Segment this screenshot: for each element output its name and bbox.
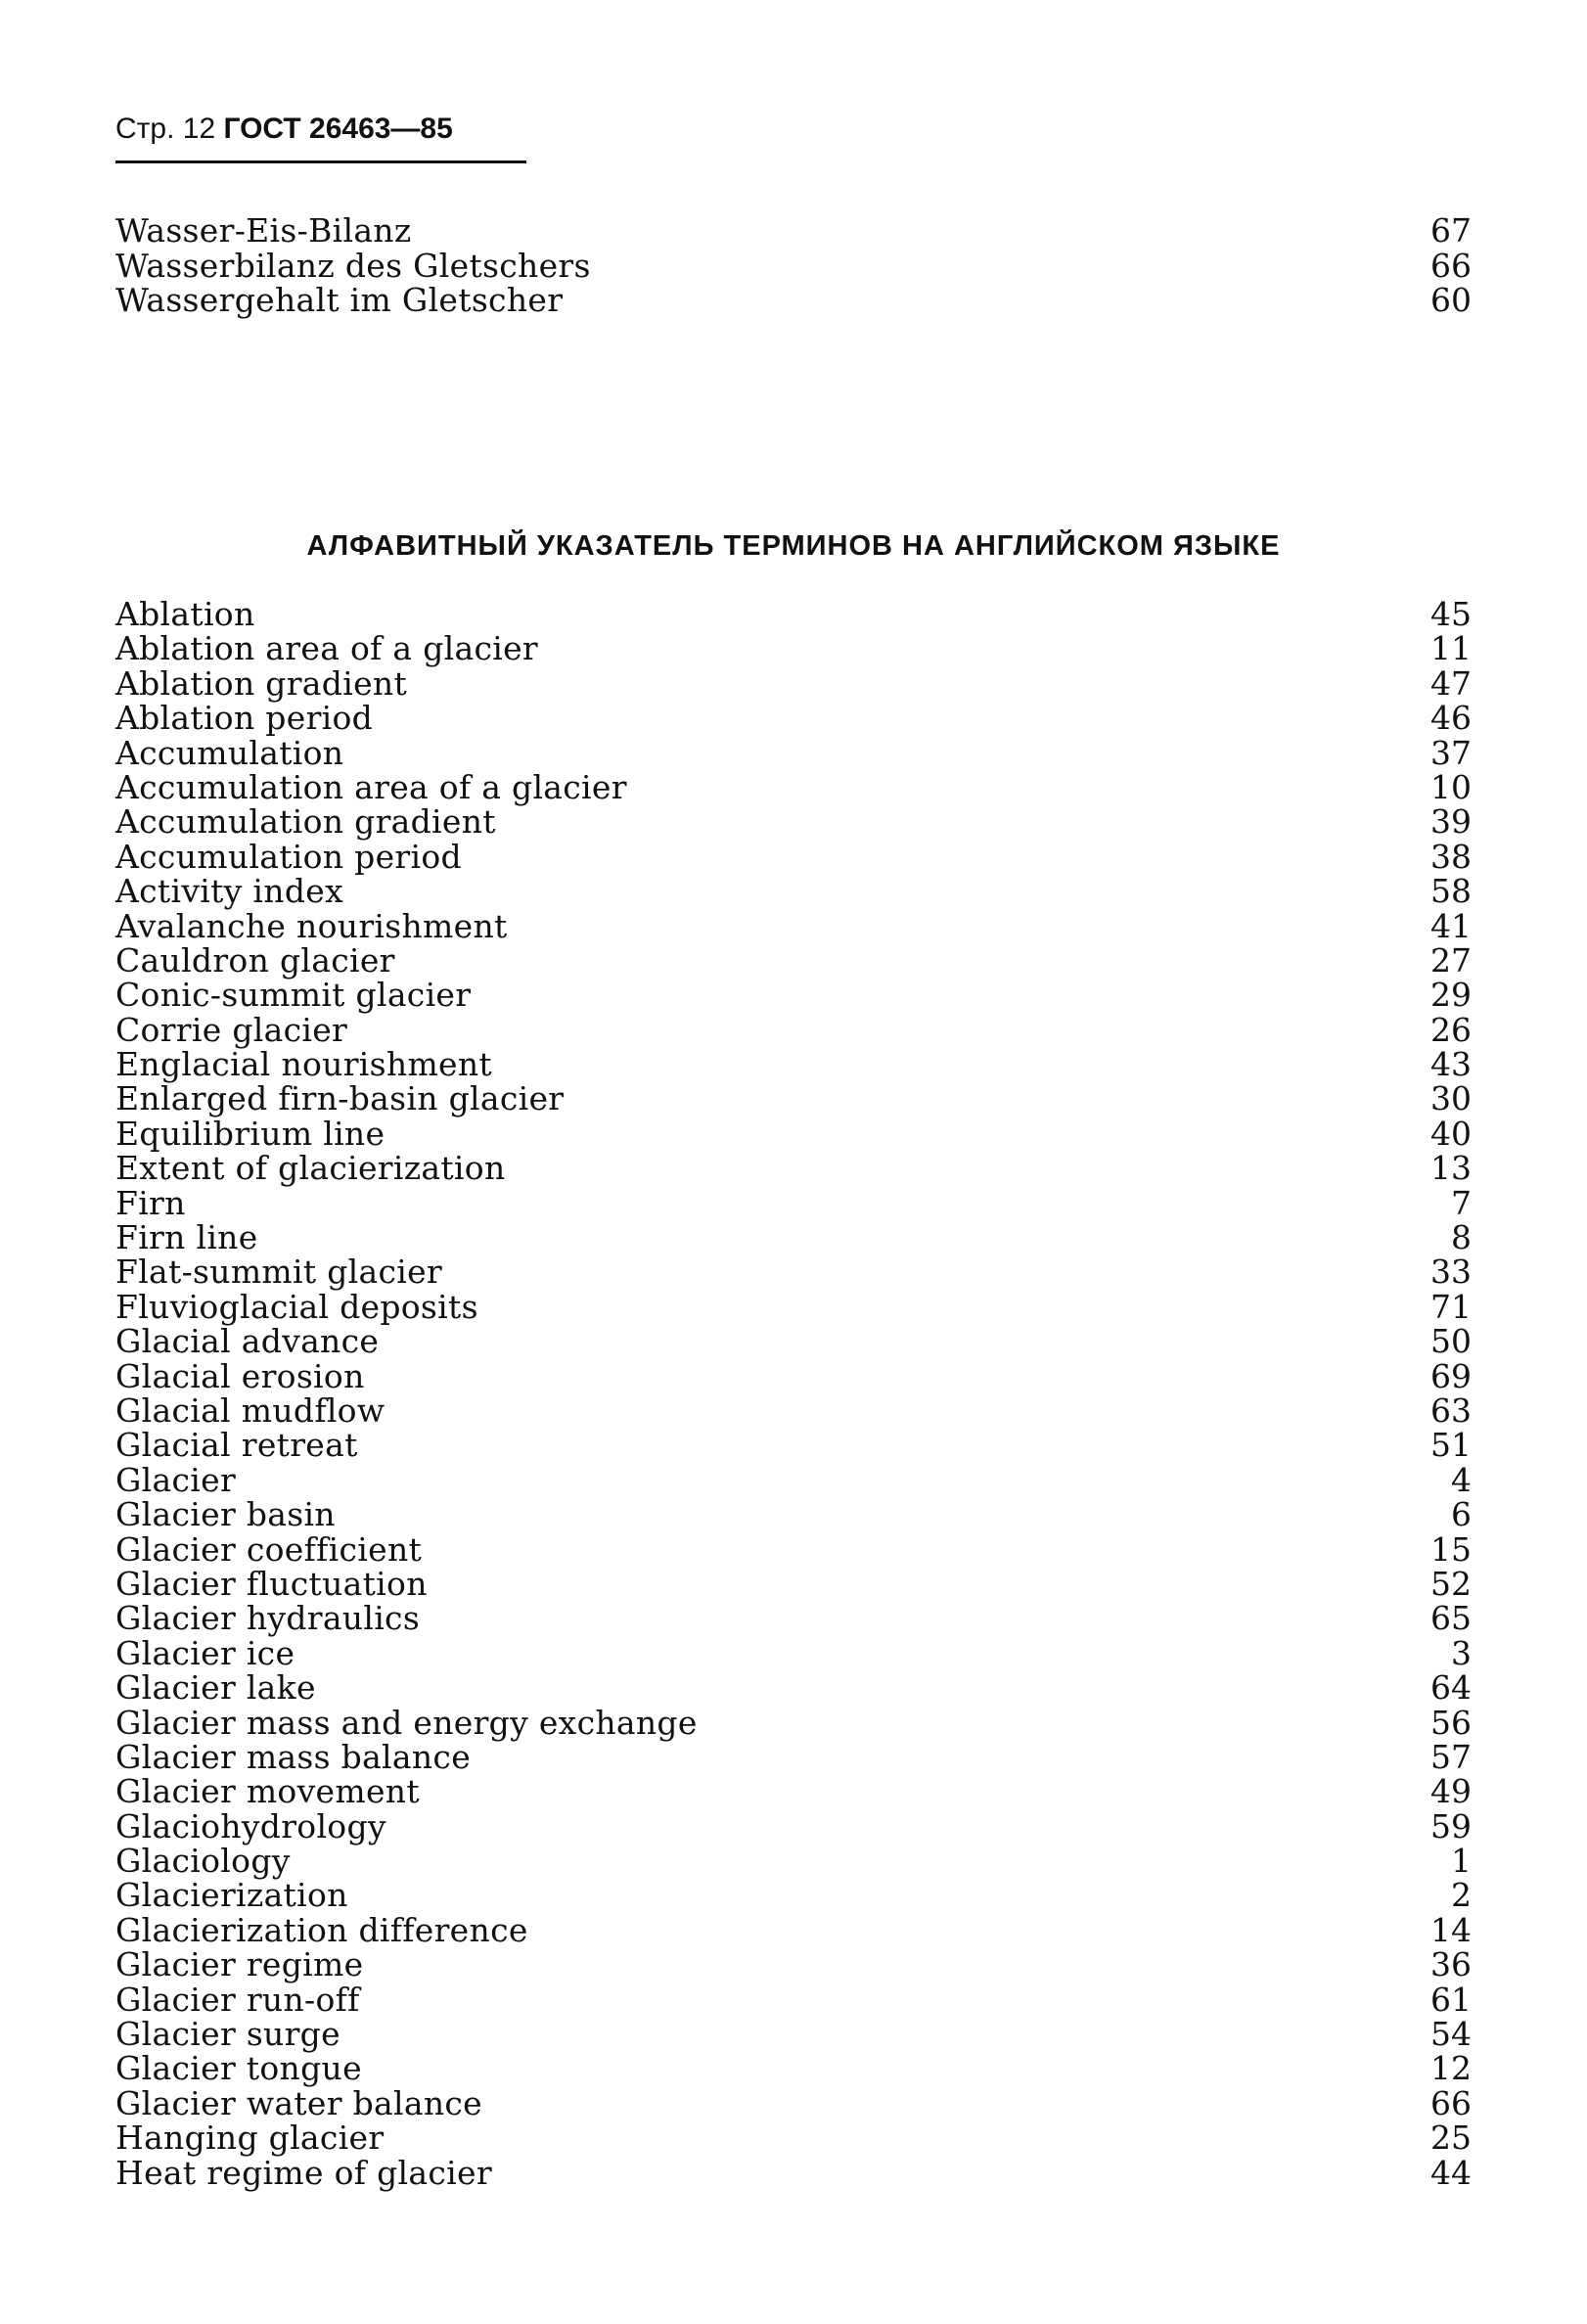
index-term: Wasserbilanz des Gletschers xyxy=(115,246,591,285)
index-number: 49 xyxy=(1430,1772,1472,1811)
index-term: Conic-summit glacier xyxy=(115,976,472,1015)
index-number: 12 xyxy=(1430,2049,1472,2088)
index-term: Accumulation period xyxy=(115,837,462,876)
index-term: Glacier regime xyxy=(115,1945,364,1984)
index-entry xyxy=(115,1287,1472,1326)
index-number: 25 xyxy=(1430,2119,1472,2158)
index-term: Glacier tongue xyxy=(115,2049,362,2088)
index-entry xyxy=(115,283,1472,318)
index-term: Heat regime of glacier xyxy=(115,2153,492,2192)
index-term: Fluvioglacial deposits xyxy=(115,1287,478,1326)
index-term: Glaciohydrology xyxy=(115,1806,386,1846)
index-term: Avalanche nourishment xyxy=(115,906,508,945)
index-term: Flat-summit glacier xyxy=(115,1253,443,1292)
index-number: 69 xyxy=(1430,1356,1472,1395)
index-term: Glacier coefficient xyxy=(115,1529,423,1569)
index-term: Ablation period xyxy=(115,699,374,738)
index-number: 13 xyxy=(1430,1149,1472,1188)
index-term: Glacier hydraulics xyxy=(115,1599,421,1638)
index-entry xyxy=(115,699,1472,738)
index-term: Wasser-Eis-Bilanz xyxy=(115,211,412,250)
document-id: ГОСТ 26463—85 xyxy=(223,113,453,145)
index-entry xyxy=(115,1772,1472,1811)
index-entry xyxy=(115,1010,1472,1049)
index-term: Glacier mass balance xyxy=(115,1737,472,1776)
index-entry xyxy=(115,1081,1472,1116)
index-number: 52 xyxy=(1430,1564,1472,1603)
index-entry xyxy=(115,906,1472,945)
index-number: 7 xyxy=(1451,1183,1472,1222)
index-number: 11 xyxy=(1430,629,1472,668)
index-entry xyxy=(115,767,1472,806)
index-number: 14 xyxy=(1430,1910,1472,1949)
index-number: 71 xyxy=(1430,1287,1472,1326)
index-number: 61 xyxy=(1430,1980,1472,2019)
index-term: Glacier basin xyxy=(115,1495,336,1534)
index-term: Ablation xyxy=(115,595,255,633)
index-number: 63 xyxy=(1430,1390,1472,1430)
index-term: Equilibrium line xyxy=(115,1114,385,1153)
index-entry xyxy=(115,1947,1472,1982)
index-number: 1 xyxy=(1451,1842,1472,1881)
page-header xyxy=(115,110,526,163)
index-entry xyxy=(115,1116,1472,1151)
index-entry xyxy=(115,1183,1472,1222)
index-entry xyxy=(115,1737,1472,1776)
index-term: Firn xyxy=(115,1183,186,1222)
index-number: 44 xyxy=(1430,2153,1472,2192)
index-number: 51 xyxy=(1430,1426,1472,1465)
index-number: 56 xyxy=(1430,1703,1472,1742)
index-number: 41 xyxy=(1430,906,1472,945)
index-term: Accumulation area of a glacier xyxy=(115,767,627,806)
index-term: Cauldron glacier xyxy=(115,940,395,980)
index-entry xyxy=(115,1149,1472,1188)
index-term: Glacier ice xyxy=(115,1633,295,1672)
index-number: 15 xyxy=(1430,1529,1472,1569)
index-entry xyxy=(115,1460,1472,1499)
index-number: 3 xyxy=(1451,1633,1472,1672)
index-number: 29 xyxy=(1430,976,1472,1015)
english-index-list xyxy=(115,597,1472,2190)
index-entry xyxy=(115,246,1472,285)
index-number: 6 xyxy=(1451,1495,1472,1534)
index-entry xyxy=(115,663,1472,703)
index-entry xyxy=(115,2015,1472,2054)
index-entry xyxy=(115,629,1472,668)
index-entry xyxy=(115,2083,1472,2122)
index-number: 65 xyxy=(1430,1599,1472,1638)
index-term: Glaciology xyxy=(115,1842,291,1881)
index-entry xyxy=(115,1982,1472,2017)
index-number: 66 xyxy=(1430,246,1472,285)
index-term: Glacial retreat xyxy=(115,1426,358,1465)
index-term: Corrie glacier xyxy=(115,1010,348,1049)
index-term: Ablation gradient xyxy=(115,663,408,703)
index-number: 30 xyxy=(1430,1079,1472,1118)
index-entry xyxy=(115,1599,1472,1638)
index-number: 45 xyxy=(1430,595,1472,633)
index-number: 26 xyxy=(1430,1010,1472,1049)
index-term: Glacier movement xyxy=(115,1772,420,1811)
index-entry xyxy=(115,837,1472,876)
index-entry xyxy=(115,2153,1472,2192)
index-number: 37 xyxy=(1430,733,1472,772)
index-entry xyxy=(115,597,1472,631)
index-term: Hanging glacier xyxy=(115,2119,385,2158)
index-term: Wassergehalt im Gletscher xyxy=(115,281,564,319)
index-term: Glacier surge xyxy=(115,2015,340,2054)
index-term: Activity index xyxy=(115,872,343,911)
index-entry xyxy=(115,1910,1472,1949)
index-entry xyxy=(115,976,1472,1015)
index-number: 4 xyxy=(1451,1460,1472,1499)
index-number: 40 xyxy=(1430,1114,1472,1153)
index-entry xyxy=(115,1426,1472,1465)
index-term: Ablation area of a glacier xyxy=(115,629,538,668)
index-entry xyxy=(115,2119,1472,2158)
index-term: Glacier water balance xyxy=(115,2083,482,2122)
index-entry xyxy=(115,1876,1472,1915)
index-entry xyxy=(115,1564,1472,1603)
index-entry xyxy=(115,940,1472,980)
section-title: АЛФАВИТНЫЙ УКАЗАТЕЛЬ ТЕРМИНОВ НА АНГЛИЙСКОМ ЯЗЫКЕ xyxy=(306,530,1281,562)
index-number: 59 xyxy=(1430,1806,1472,1846)
index-number: 67 xyxy=(1430,211,1472,250)
index-entry xyxy=(115,1253,1472,1292)
index-entry xyxy=(115,1322,1472,1361)
index-entry xyxy=(115,1703,1472,1742)
index-entry xyxy=(115,733,1472,772)
index-term: Glacier lake xyxy=(115,1668,316,1708)
index-entry xyxy=(115,213,1472,249)
index-term: Extent of glacierization xyxy=(115,1149,506,1188)
index-entry xyxy=(115,802,1472,842)
index-number: 46 xyxy=(1430,699,1472,738)
index-term: Glacierization difference xyxy=(115,1910,528,1949)
index-entry xyxy=(115,1495,1472,1534)
index-term: Accumulation gradient xyxy=(115,802,496,842)
index-term: Glacier run-off xyxy=(115,1980,360,2019)
index-number: 47 xyxy=(1430,663,1472,703)
index-term: Glacier fluctuation xyxy=(115,1564,428,1603)
index-number: 50 xyxy=(1430,1322,1472,1361)
index-term: Glacierization xyxy=(115,1876,348,1915)
index-entry xyxy=(115,1842,1472,1881)
index-number: 36 xyxy=(1430,1945,1472,1984)
index-entry xyxy=(115,1806,1472,1846)
index-term: Glacier xyxy=(115,1460,237,1499)
index-entry xyxy=(115,1045,1472,1084)
index-entry xyxy=(115,1390,1472,1430)
continued-index-list xyxy=(115,213,1472,318)
index-entry xyxy=(115,1668,1472,1708)
index-number: 39 xyxy=(1430,802,1472,842)
index-entry xyxy=(115,2049,1472,2088)
index-number: 27 xyxy=(1430,940,1472,980)
index-term: Accumulation xyxy=(115,733,344,772)
index-entry xyxy=(115,1218,1472,1257)
index-term: Glacial advance xyxy=(115,1322,380,1361)
index-term: Glacier mass and energy exchange xyxy=(115,1703,698,1742)
index-number: 10 xyxy=(1430,767,1472,806)
index-number: 58 xyxy=(1430,872,1472,911)
index-entry xyxy=(115,1633,1472,1672)
page-number: Стр. 12 xyxy=(115,113,216,145)
index-term: Enlarged firn-basin glacier xyxy=(115,1079,565,1118)
index-term: Englacial nourishment xyxy=(115,1045,492,1084)
index-number: 38 xyxy=(1430,837,1472,876)
index-entry xyxy=(115,872,1472,911)
index-number: 33 xyxy=(1430,1253,1472,1292)
index-number: 8 xyxy=(1451,1218,1472,1257)
index-number: 57 xyxy=(1430,1737,1472,1776)
index-number: 60 xyxy=(1430,281,1472,319)
index-term: Glacial erosion xyxy=(115,1356,365,1395)
index-number: 54 xyxy=(1430,2015,1472,2054)
index-entry xyxy=(115,1356,1472,1395)
index-term: Firn line xyxy=(115,1218,258,1257)
index-number: 43 xyxy=(1430,1045,1472,1084)
index-entry xyxy=(115,1529,1472,1569)
index-term: Glacial mudflow xyxy=(115,1390,385,1430)
index-number: 66 xyxy=(1430,2083,1472,2122)
index-number: 2 xyxy=(1451,1876,1472,1915)
index-number: 64 xyxy=(1430,1668,1472,1708)
